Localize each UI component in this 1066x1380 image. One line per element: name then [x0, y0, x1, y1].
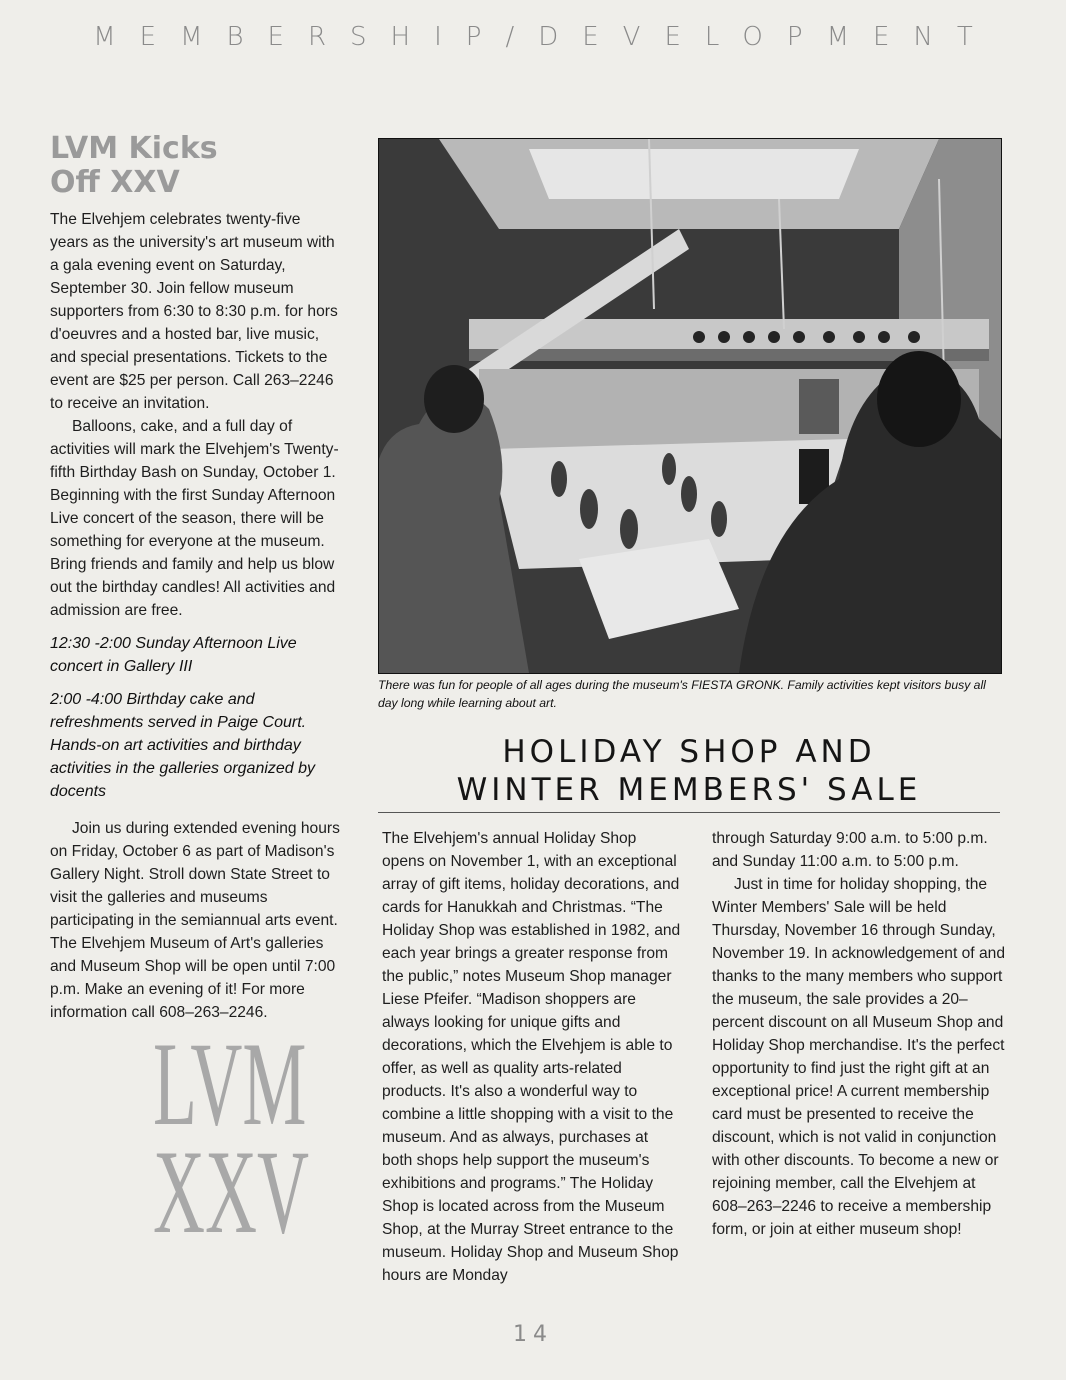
gallery-night-paragraph: Join us during extended evening hours on Friday, October 6 as part of Madison's Gallery Night. Stroll down State Street to visit the galleries and museums participating in the semiannual arts event. The Elvehjem Museum of Art's galleries and Museum Shop will be open until 7:00 p.m. Make an evening of it! For more information call 608–263–2246.: [50, 820, 340, 1021]
section-header: MEMBERSHIP/DEVELOPMENT: [93, 22, 997, 52]
title-line-2: Off XXV: [50, 165, 180, 200]
logo-line-1: LVM: [153, 1017, 307, 1150]
left-article-title: [50, 132, 342, 200]
left-column: [50, 132, 342, 1024]
lvm-xxv-logo: [153, 1017, 309, 1258]
holiday-shop-headline: [378, 733, 1000, 809]
title-line-1: LVM Kicks: [50, 131, 218, 166]
page-number: 14: [513, 1322, 553, 1347]
shop-hours-paragraph: through Saturday 9:00 a.m. to 5:00 p.m. and Sunday 11:00 a.m. to 5:00 p.m.: [712, 830, 988, 870]
photo-illustration: [379, 139, 1001, 673]
schedule-item-2: 2:00 -4:00 Birthday cake and refreshments served in Paige Court. Hands-on art activities and birthday activities in the galleries organized by docents: [50, 691, 316, 800]
headline-line-1: HOLIDAY SHOP AND: [502, 734, 876, 770]
schedule-item-1: 12:30 -2:00 Sunday Afternoon Live concert in Gallery III: [50, 635, 297, 675]
birthday-paragraph: Balloons, cake, and a full day of activities will mark the Elvehjem's Twenty-fifth Birthday Bash on Sunday, October 1. Beginning with the first Sunday Afternoon Live concert of the season, there will be something for everyone at the museum. Bring friends and family and help us blow out the birthday candles! All activities and admission are free.: [50, 418, 339, 619]
headline-divider: [378, 812, 1000, 813]
gala-paragraph: The Elvehjem celebrates twenty-five years as the university's art museum with a gala evening event on Saturday, September 30. Join fellow museum supporters from 6:30 to 8:30 p.m. for hors d'oeuvres and a hosted bar, live music, and special presentations. Tickets to the event are $25 per person. Call 263–2246 to receive an invitation.: [50, 211, 338, 412]
photo-caption: There was fun for people of all ages during the museum's FIESTA GRONK. Family activities kept visitors busy all day long while learning about art.: [378, 678, 986, 710]
members-sale-paragraph: Just in time for holiday shopping, the Winter Members' Sale will be held Thursday, November 16 through Sunday, November 19. In acknowledgement of and thanks to the many members who support the museum, the sale provides a 20–percent discount on all Museum Shop and Holiday Shop merchandise. It's the perfect opportunity to find just the right gift at an exceptional price! A current membership card must be presented to receive the discount, which is not valid in conjunction with other discounts. To become a new or rejoining member, call the Elvehjem at 608–263–2246 to receive a membership form, or join at either museum shop!: [712, 876, 1005, 1238]
headline-line-2: WINTER MEMBERS' SALE: [456, 772, 922, 808]
article-column-2: [712, 827, 1008, 1241]
museum-atrium-photo: [378, 138, 1002, 674]
logo-line-2: XXV: [153, 1125, 309, 1258]
article-column-1: [382, 827, 682, 1287]
holiday-shop-paragraph: The Elvehjem's annual Holiday Shop opens on November 1, with an exceptional array of gift items, holiday decorations, and cards for Hanukkah and Christmas. “The Holiday Shop was established in 1982, and each year brings a greater response from the public,” notes Museum Shop manager Liese Pfeifer. “Madison shoppers are always looking for unique gifts and decorations, which the Elvehjem is able to offer, as well as quality arts-related products. It's also a wonderful way to combine a little shopping with a visit to the museum. And as always, purchases at both shops help support the museum's exhibitions and programs.” The Holiday Shop is located across from the Museum Shop, at the Murray Street entrance to the museum. Holiday Shop and Museum Shop hours are Monday: [382, 830, 681, 1284]
